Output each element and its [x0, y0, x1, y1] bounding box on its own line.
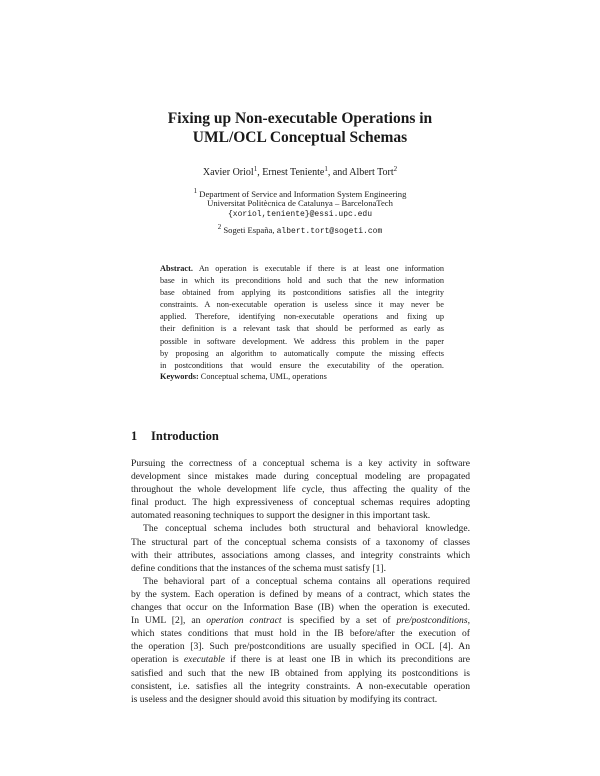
body-text [131, 457, 470, 706]
body-line: which states conditions that must hold in the IB before/after the execution of [131, 628, 470, 640]
abstract-line: in postconditions that would ensure the executability of the operation. [160, 360, 444, 370]
author-affil-mark: 1 [253, 165, 258, 173]
body-line: by the system. Each operation is defined by means of a contract, which states the [131, 588, 470, 600]
body-line: changes that occur on the Information Base (IB) when the operation is executed. [131, 602, 470, 614]
author-affil-mark: 1 [324, 165, 328, 173]
body-line: define conditions that the instances of the schema must satisfy [1]. [131, 562, 386, 574]
affiliation-line: Sogeti España, [223, 225, 277, 235]
abstract-line: constraints. A non-executable operation is useless since it may never be [160, 300, 444, 310]
title-line-1: Fixing up Non-executable Operations in [167, 110, 433, 127]
body-line: automated reasoning techniques to support the designer in this important task. [131, 510, 431, 522]
body-line: The behavioral part of a conceptual schema contains all operations required [143, 575, 470, 587]
author-affil-mark: 2 [393, 165, 398, 173]
body-line: is useless and the designer should avoid this situation by modifying its contract. [131, 693, 438, 705]
title-line-2: UML/OCL Conceptual Schemas [192, 129, 408, 146]
affiliation-2 [0, 221, 600, 238]
body-line: final product. The high expressiveness of conceptual schemas requires adopting [131, 497, 470, 509]
affiliation-line: Department of Service and Information System Engineering [199, 189, 407, 199]
section-heading [131, 429, 219, 444]
keywords-text: Conceptual schema, UML, operations [200, 372, 327, 381]
body-line: with their attributes, associations among classes, and integrity constraints which [131, 549, 470, 561]
abstract-line: possible in software development. We address this problem in the paper [160, 336, 444, 346]
author-name: , Ernest Teniente [257, 167, 325, 178]
affiliation-mark: 2 [217, 223, 222, 231]
affiliation-mark: 1 [193, 187, 198, 195]
affiliation-email: albert.tort@sogeti.com [276, 227, 383, 236]
body-line: satisfied and such that the new IB obtained from applying its postconditions is [131, 667, 470, 679]
body-line: development since mistakes made during conceptual modeling are propagated [131, 471, 470, 483]
abstract-line: by proposing an algorithm to automatically compute the missing effects [160, 348, 444, 358]
author-name: Xavier Oriol [202, 167, 254, 178]
author-list [0, 165, 600, 178]
body-line: the operation [3]. Such pre/postconditions are usually specified in OCL [4]. An [131, 641, 470, 653]
abstract-line: Abstract. An operation is executable if there is at least one information [160, 264, 444, 273]
body-line: consistent, i.e. satisfies all the integrity constraints. A non-executable operation [131, 680, 470, 692]
body-line: Pursuing the correctness of a conceptual schema is a key activity in software [131, 458, 470, 469]
abstract [160, 263, 444, 372]
body-line: In UML [2], an operation contract is specified by a set of pre/postconditions, [131, 615, 470, 627]
paper-title [0, 109, 600, 147]
body-line: The conceptual schema includes both structural and behavioral knowledge. [143, 523, 470, 535]
body-line: The structural part of the conceptual schema consists of a taxonomy of classes [131, 536, 470, 548]
author-name: , and Albert Tort [327, 167, 394, 178]
keywords [160, 372, 327, 381]
abstract-label: Abstract. [160, 264, 193, 273]
abstract-line: base in which its preconditions hold and such that the new information [160, 276, 444, 286]
section-number: 1 [131, 429, 138, 443]
abstract-line: applied. Therefore, identifying non-executable operations and fixing up [160, 312, 444, 322]
affiliation-email: {xoriol,teniente}@essi.upc.edu [227, 210, 373, 219]
body-line: operation is executable if there is at least one IB in which its preconditions are [131, 654, 470, 666]
section-title: Introduction [151, 429, 219, 443]
abstract-line: base obtained from applying its postconditions satisfies all the integrity [160, 288, 444, 298]
keywords-label: Keywords: [160, 372, 199, 381]
affiliation-university: Universitat Politècnica de Catalunya – BarcelonaTech [207, 198, 393, 208]
abstract-line: their definition is a relevant task that should be performed as early as [160, 324, 444, 334]
body-line: throughout the whole development life cycle, thus affecting the quality of the [131, 484, 470, 496]
